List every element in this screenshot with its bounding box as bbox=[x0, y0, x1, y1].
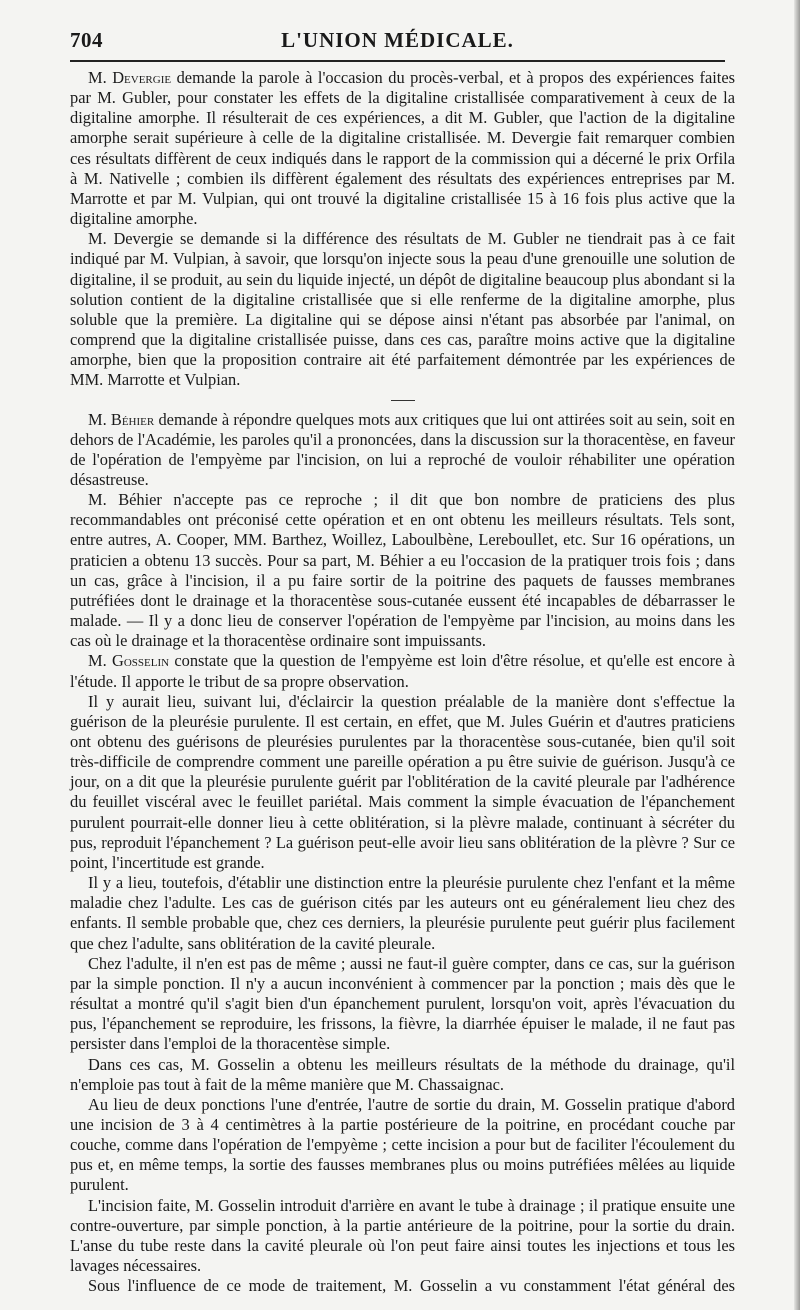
paragraph-text: Au lieu de deux ponctions l'une d'entrée, l'autre de sortie du drain, M. Gosselin pratique d'abord une incision de 3 à 4 centimètres à la partie postérieure de la poitrine, en procédant couche par couche, comme dans l'opération de l'empyème ; cette incision a pour but de faciliter l'écoulement du pus et, en même temps, la sortie des fausses membranes plus ou moins putréfiées mêlées au liquide purulent. bbox=[70, 1094, 735, 1195]
paragraph-text: demande la parole à l'occasion du procès-verbal, et à propos des expériences faites par M. Gubler, pour constater les effets de la digitaline cristallisée comparativement à ceux de la digitaline amorphe. Il résulterait de ces expériences, a dit M. Gubler, que l'action de la digitaline amorphe serait supérieure à celle de la digitaline cristallisée. M. Devergie fait remarquer combien ces résultats diffèrent de ceux indiqués dans le rapport de la commission qui a décerné le prix Orfila à M. Nativelle ; combien ils diffèrent également des résultats des expériences entreprises par M. Marrotte et par M. Vulpian, qui ont trouvé la digitaline cristallisée 15 à 16 fois plus active que la digitaline amorphe. bbox=[70, 68, 735, 229]
paragraph-text: M. Béhier n'accepte pas ce reproche ; il dit que bon nombre de praticiens des plus recommandables ont préconisé cette opération et en ont obtenu les meilleurs résultats. Tels sont, entre autres, A. Cooper, MM. Barthez, Woillez, Laboulbène, Lereboullet, etc. Sur 16 opérations, un praticien a obtenu 13 succès. Pour sa part, M. Béhier a eu l'occasion de la pratiquer trois fois ; dans un cas, grâce à l'incision, il a pu faire sortir de la poitrine des paquets de fausses membranes putréfiées dont le drainage et la thoracentèse sous-cutanée eussent été incapables de débarrasser le malade. — Il y a donc lieu de conserver l'opération de l'empyème par l'incision, au moins dans les cas où le drainage et la thoracentèse ordinaire sont impuissants. bbox=[70, 490, 735, 651]
paragraph-text: Il y a lieu, toutefois, d'établir une distinction entre la pleurésie purulente chez l'enfant et la même maladie chez l'adulte. Les cas de guérison cités par les auteurs ont eu généralement lieu chez des enfants. Il semble probable que, chez ces derniers, la pleurésie purulente peut guérir plus facilement que chez l'adulte, sans oblitération de la cavité pleurale. bbox=[70, 873, 735, 953]
speaker-name: M. Béhier bbox=[88, 409, 155, 429]
body-text bbox=[70, 68, 735, 1296]
paragraph bbox=[70, 1196, 735, 1277]
paragraph bbox=[70, 68, 735, 229]
running-title: L'UNION MÉDICALE. bbox=[281, 28, 514, 52]
paragraph bbox=[70, 1276, 735, 1296]
paragraph bbox=[70, 1055, 735, 1095]
paragraph-text: constate que la question de l'empyème est loin d'être résolue, et qu'elle est encore à l'étude. Il apporte le tribut de sa propre observation. bbox=[70, 651, 735, 691]
page-edge-shadow bbox=[794, 0, 800, 1310]
paragraph bbox=[70, 410, 735, 491]
paragraph bbox=[70, 651, 735, 691]
speaker-name: M. Gosselin bbox=[88, 651, 170, 671]
paragraph-text: M. Devergie se demande si la différence des résultats de M. Gubler ne tiendrait pas à ce fait indiqué par M. Vulpian, à savoir, que lorsqu'on injecte sous la peau d'une grenouille une solution de digitaline, il se produit, au sein du liquide injecté, un dépôt de digitaline beaucoup plus abondant si la solution contient de la digitaline cristallisée que si elle renferme de la digitaline amorphe, plus soluble que la première. La digitaline qui se dépose ainsi n'étant pas absorbée par l'animal, on comprend que la digitaline cristallisée puisse, dans ces cas, paraître moins active que la digitaline amorphe, bien que la proposition contraire ait été parfaitement démontrée par les expériences de MM. Marrotte et Vulpian. bbox=[70, 229, 735, 390]
header-rule bbox=[70, 60, 725, 62]
paragraph bbox=[70, 229, 735, 390]
section-separator bbox=[391, 400, 415, 401]
page-header bbox=[70, 28, 725, 56]
paragraph bbox=[70, 954, 735, 1055]
paragraph-text: Chez l'adulte, il n'en est pas de même ; aussi ne faut-il guère compter, dans ce cas, sur la guérison par la simple ponction. Il n'y a aucun inconvénient à commencer par la ponction ; mais dès que le résultat a montré qu'il s'agit bien d'un épanchement purulent, lorsqu'on voit, après l'évacuation du pus, l'épanchement se reproduire, les frissons, la fièvre, la diarrhée épuiser le malade, il ne faut pas persister dans l'emploi de la thoracentèse simple. bbox=[70, 953, 735, 1054]
paragraph-text: Il y aurait lieu, suivant lui, d'éclaircir la question préalable de la manière dont s'effectue la guérison de la pleurésie purulente. Il est certain, en effet, que M. Jules Guérin et d'autres praticiens ont obtenu des guérisons de pleurésies purulentes par la thoracentèse sous-cutanée, bien qu'il soit très-difficile de comprendre comment une pareille opération a pu être suivie de guérison. Jusqu'à ce jour, on a dit que la pleurésie purulente guérit par l'oblitération de la cavité pleurale par l'adhérence du feuillet viscéral avec le feuillet pariétal. Mais comment la simple évacuation de l'épanchement purulent pourrait-elle donner lieu à cette oblitération, si la plèvre malade, continuant à sécréter du pus, reproduit l'épanchement ? La guérison peut-elle avoir lieu sans oblitération de la plèvre ? Sur ce point, l'incertitude est grande. bbox=[70, 691, 735, 872]
speaker-name: M. Devergie bbox=[88, 68, 172, 87]
paragraph bbox=[70, 1095, 735, 1196]
page-number: 704 bbox=[70, 28, 103, 52]
paragraph bbox=[70, 490, 735, 651]
paragraph bbox=[70, 692, 735, 873]
paragraph-text: Dans ces cas, M. Gosselin a obtenu les meilleurs résultats de la méthode du drainage, qu'il n'emploie pas tout à fait de la même manière que M. Chassaignac. bbox=[70, 1054, 735, 1094]
paragraph bbox=[70, 873, 735, 954]
paragraph-text: demande à répondre quelques mots aux critiques que lui ont attirées soit au sein, soit en dehors de l'Académie, les paroles qu'il a prononcées, dans la discussion sur la thoracentèse, en faveur de l'opération de l'empyème par l'incision, on lui a reproché de vouloir réhabiliter une opération désastreuse. bbox=[70, 409, 735, 489]
paragraph-text: Sous l'influence de ce mode de traitement, M. Gosselin a vu constamment l'état général des bbox=[88, 1276, 735, 1296]
paragraph-text: L'incision faite, M. Gosselin introduit d'arrière en avant le tube à drainage ; il pratique ensuite une contre-ouverture, par simple ponction, à la partie antérieure de la poitrine, pour la sortie du drain. L'anse du tube reste dans la cavité pleurale où l'on peut faire ainsi toutes les injections et tous les lavages nécessaires. bbox=[70, 1195, 735, 1276]
